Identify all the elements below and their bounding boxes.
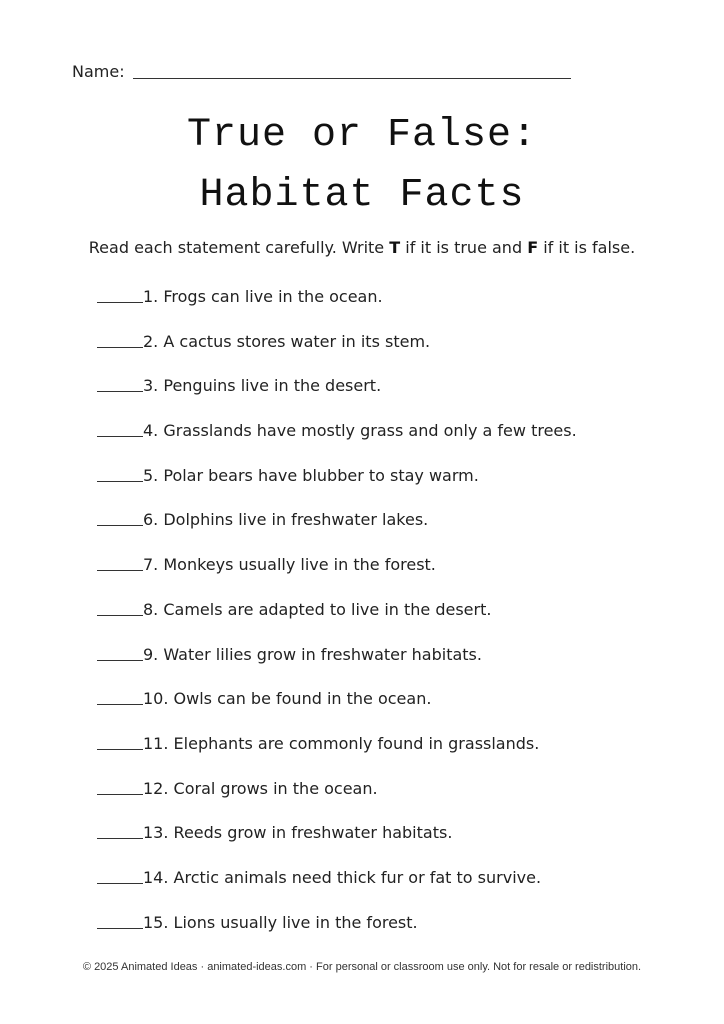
- question-item: [97, 509, 577, 554]
- question-number: 2.: [143, 331, 159, 351]
- answer-blank[interactable]: [97, 331, 143, 348]
- answer-blank[interactable]: [97, 644, 143, 661]
- question-item: [97, 688, 577, 733]
- question-number: 6.: [143, 510, 159, 530]
- worksheet-title-line-1: True or False:: [186, 113, 538, 158]
- answer-blank[interactable]: [97, 778, 143, 795]
- name-field[interactable]: [133, 78, 571, 79]
- question-text: Grasslands have mostly grass and only a few trees.: [163, 421, 577, 441]
- question-text: Owls can be found in the ocean.: [173, 689, 432, 709]
- question-item: [97, 375, 577, 420]
- question-list: [97, 286, 577, 956]
- question-text: Lions usually live in the forest.: [173, 912, 418, 932]
- instructions-true-letter: T: [389, 238, 401, 257]
- question-item: [97, 554, 577, 599]
- question-number: 12.: [143, 778, 169, 798]
- answer-blank[interactable]: [97, 554, 143, 571]
- question-number: 11.: [143, 733, 169, 753]
- question-number: 13.: [143, 823, 169, 843]
- question-text: Coral grows in the ocean.: [173, 778, 378, 798]
- question-item: [97, 867, 577, 912]
- question-item: [97, 420, 577, 465]
- question-item: [97, 286, 577, 331]
- question-item: [97, 822, 577, 867]
- question-number: 7.: [143, 555, 159, 575]
- question-text: Arctic animals need thick fur or fat to survive.: [173, 867, 542, 887]
- instructions-middle: if it is true and: [400, 238, 528, 257]
- question-text: Water lilies grow in freshwater habitats.: [163, 644, 482, 664]
- question-item: [97, 644, 577, 689]
- question-text: A cactus stores water in its stem.: [163, 331, 431, 351]
- copyright-footer: © 2025 Animated Ideas · animated-ideas.com · For personal or classroom use only. Not for resale or redistribution.: [82, 961, 642, 973]
- answer-blank[interactable]: [97, 822, 143, 839]
- answer-blank[interactable]: [97, 733, 143, 750]
- answer-blank[interactable]: [97, 867, 143, 884]
- question-text: Camels are adapted to live in the desert.: [163, 599, 492, 619]
- question-text: Penguins live in the desert.: [163, 376, 382, 396]
- worksheet-title-line-2: Habitat Facts: [199, 173, 525, 218]
- question-item: [97, 912, 577, 957]
- answer-blank[interactable]: [97, 599, 143, 616]
- question-text: Reeds grow in freshwater habitats.: [173, 823, 453, 843]
- answer-blank[interactable]: [97, 465, 143, 482]
- question-number: 8.: [143, 599, 159, 619]
- instructions-false-letter: F: [527, 238, 539, 257]
- answer-blank[interactable]: [97, 688, 143, 705]
- name-label: Name:: [72, 62, 125, 81]
- question-number: 3.: [143, 376, 159, 396]
- question-item: [97, 465, 577, 510]
- question-item: [97, 733, 577, 778]
- answer-blank[interactable]: [97, 375, 143, 392]
- answer-blank[interactable]: [97, 912, 143, 929]
- question-text: Monkeys usually live in the forest.: [163, 555, 436, 575]
- question-item: [97, 331, 577, 376]
- question-text: Polar bears have blubber to stay warm.: [163, 465, 479, 485]
- question-number: 14.: [143, 867, 169, 887]
- question-number: 10.: [143, 689, 169, 709]
- answer-blank[interactable]: [97, 420, 143, 437]
- question-number: 4.: [143, 421, 159, 441]
- name-row: [72, 62, 571, 82]
- question-item: [97, 778, 577, 823]
- instructions-prefix: Read each statement carefully. Write: [88, 238, 390, 257]
- instructions-suffix: if it is false.: [538, 238, 636, 257]
- question-number: 5.: [143, 465, 159, 485]
- question-text: Elephants are commonly found in grasslands.: [173, 733, 540, 753]
- answer-blank[interactable]: [97, 286, 143, 303]
- instructions: [0, 236, 724, 260]
- question-text: Dolphins live in freshwater lakes.: [163, 510, 429, 530]
- question-number: 15.: [143, 912, 169, 932]
- question-text: Frogs can live in the ocean.: [163, 287, 383, 306]
- question-number: 9.: [143, 644, 159, 664]
- question-number: 1.: [143, 287, 159, 306]
- answer-blank[interactable]: [97, 509, 143, 526]
- question-item: [97, 599, 577, 644]
